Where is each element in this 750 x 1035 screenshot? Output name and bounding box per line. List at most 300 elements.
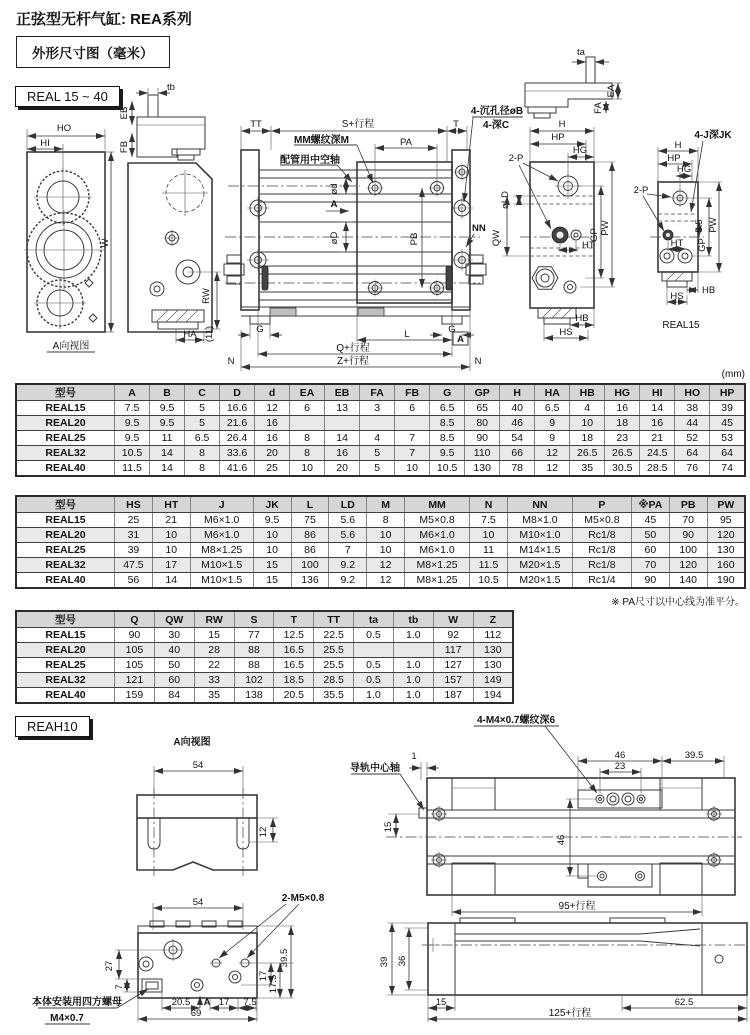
value-cell: 157 [433, 673, 473, 688]
table-row [16, 431, 745, 446]
guide-axis-label: 导轨中心轴 [350, 763, 400, 774]
value-cell: 64 [710, 446, 745, 461]
column-header: RW [194, 611, 234, 628]
callout-2p: 2-P [508, 153, 524, 164]
value-cell: M5×0.8 [572, 513, 631, 528]
model-cell: REAL15 [16, 401, 115, 416]
table-row [16, 658, 513, 673]
dim-ho: HO [56, 123, 72, 134]
value-cell: 39 [710, 401, 745, 416]
column-header: JK [253, 496, 291, 513]
dim-hb15: HB [702, 285, 716, 296]
dim-h: H [558, 119, 566, 130]
value-cell: 9.5 [115, 416, 150, 431]
value-cell: M6×1.0 [405, 543, 470, 558]
dim-17-5: 17.5 [268, 974, 279, 994]
table-row [16, 446, 745, 461]
value-cell: 0.5 [354, 673, 394, 688]
value-cell: 149 [473, 673, 513, 688]
value-cell: 45 [710, 416, 745, 431]
dim-tb: tb [167, 82, 175, 93]
value-cell: 66 [500, 446, 535, 461]
value-cell [360, 416, 395, 431]
value-cell: 50 [631, 528, 669, 543]
value-cell: 105 [115, 658, 155, 673]
value-cell: 10 [570, 416, 605, 431]
value-cell: 40 [500, 401, 535, 416]
top-right-view [525, 47, 622, 118]
m4-screw-callout: 4-M4×0.7螺纹深6 [476, 715, 556, 726]
column-header: A [115, 384, 150, 401]
dim-ha: HA [183, 329, 197, 340]
value-cell: 21.6 [220, 416, 255, 431]
reah-side-view [379, 918, 748, 1022]
table-row [16, 643, 513, 658]
counterbore-callout-1: 4-沉孔径øB [470, 106, 524, 117]
value-cell: 30.5 [605, 461, 640, 477]
port-fitting-right [466, 255, 486, 284]
value-cell: 130 [707, 543, 745, 558]
value-cell: 10 [152, 543, 190, 558]
value-cell: 130 [473, 658, 513, 673]
dim-hg15: HG [676, 164, 692, 175]
table-row [16, 416, 745, 431]
value-cell: 10 [253, 543, 291, 558]
dim-46-mid: 46 [556, 834, 567, 846]
value-cell: 18 [605, 416, 640, 431]
value-cell: 16 [255, 416, 290, 431]
column-header: G [430, 384, 465, 401]
value-cell [290, 416, 325, 431]
value-cell: 95 [707, 513, 745, 528]
model-cell: REAL40 [16, 573, 115, 589]
model-cell: REAL20 [16, 416, 115, 431]
value-cell: 26.5 [605, 446, 640, 461]
table-row [16, 461, 745, 477]
value-cell: 9.5 [150, 416, 185, 431]
column-header: HO [675, 384, 710, 401]
callout-2p15: 2-P [633, 185, 649, 196]
seal-right [446, 266, 452, 290]
header-row [16, 384, 745, 401]
dim-pb: PB [409, 232, 420, 246]
value-cell: 16 [605, 401, 640, 416]
nut-note-line2: M4×0.7 [50, 1013, 84, 1024]
value-cell: 13 [325, 401, 360, 416]
value-cell: 5.6 [329, 513, 367, 528]
column-header: H [500, 384, 535, 401]
value-cell: 40 [154, 643, 194, 658]
dim-pw: PW [600, 220, 611, 236]
magnet-block [270, 308, 296, 316]
value-cell: 64 [675, 446, 710, 461]
value-cell: M8×1.25 [405, 573, 470, 589]
value-cell: 187 [433, 688, 473, 704]
dim-54-cross: 54 [192, 760, 204, 771]
value-cell: M8×1.0 [507, 513, 572, 528]
value-cell: 12 [535, 446, 570, 461]
value-cell: 84 [154, 688, 194, 704]
value-cell: 5 [185, 401, 220, 416]
value-cell: 10.5 [470, 573, 508, 589]
value-cell: 46 [500, 416, 535, 431]
value-cell: 33 [194, 673, 234, 688]
reah-cross-view [137, 735, 278, 876]
value-cell: 159 [115, 688, 155, 704]
column-header: HT [152, 496, 190, 513]
mm-thread-callout: MM螺纹深M [294, 135, 349, 146]
column-header: Z [473, 611, 513, 628]
value-cell: 16 [255, 431, 290, 446]
value-cell: 92 [433, 628, 473, 643]
value-cell: 7 [329, 543, 367, 558]
value-cell: 7.5 [470, 513, 508, 528]
header-row [16, 496, 745, 513]
value-cell: 35 [570, 461, 605, 477]
table-row [16, 573, 745, 589]
front-view [24, 123, 114, 352]
dim-tt: TT [250, 119, 262, 130]
value-cell: 5 [360, 461, 395, 477]
dim-95-stroke: 95+行程 [558, 901, 596, 912]
value-cell: 78 [500, 461, 535, 477]
value-cell: 76 [675, 461, 710, 477]
value-cell: 9.5 [115, 431, 150, 446]
value-cell: M20×1.5 [507, 558, 572, 573]
value-cell: 9 [535, 416, 570, 431]
value-cell: 10 [152, 528, 190, 543]
value-cell: 31 [115, 528, 153, 543]
value-cell: 8 [367, 513, 405, 528]
value-cell: M5×0.8 [405, 513, 470, 528]
value-cell: 12 [535, 461, 570, 477]
value-cell: 7.5 [115, 401, 150, 416]
value-cell: 10 [253, 528, 291, 543]
value-cell: 56 [115, 573, 153, 589]
value-cell: 88 [234, 643, 274, 658]
value-cell: 6.5 [535, 401, 570, 416]
column-header: HP [710, 384, 745, 401]
table2-footnote: ※ PA尺寸以中心线为准平分。 [611, 597, 745, 608]
table-row [16, 528, 745, 543]
value-cell: 21 [640, 431, 675, 446]
value-cell: 190 [707, 573, 745, 589]
column-header: HB [570, 384, 605, 401]
value-cell: 138 [234, 688, 274, 704]
value-cell: 110 [465, 446, 500, 461]
column-header: N [470, 496, 508, 513]
dim-15-side: 15 [435, 997, 447, 1008]
column-header: ※PA [631, 496, 669, 513]
value-cell: 5 [185, 416, 220, 431]
real15-caption: REAL15 [662, 320, 700, 331]
value-cell: 10.5 [115, 446, 150, 461]
value-cell: M8×1.25 [405, 558, 470, 573]
value-cell: M10×1.0 [507, 528, 572, 543]
value-cell: 11.5 [470, 558, 508, 573]
column-header: 型号 [16, 384, 115, 401]
dim-od-big: øD [329, 231, 340, 245]
value-cell: 9.2 [329, 558, 367, 573]
value-cell: 53 [710, 431, 745, 446]
view-a-mark: A [203, 997, 211, 1008]
value-cell: 10 [395, 461, 430, 477]
dim-54-bottom: 54 [192, 897, 204, 908]
value-cell: 8 [185, 461, 220, 477]
value-cell: 17 [152, 558, 190, 573]
dim-27: 27 [104, 960, 115, 972]
dimension-table-3 [15, 610, 514, 704]
value-cell: 8.5 [430, 416, 465, 431]
model-cell: REAL25 [16, 658, 115, 673]
main-view [224, 104, 523, 371]
value-cell: 12.5 [274, 628, 314, 643]
dim-62-5: 62.5 [674, 997, 694, 1008]
column-header: C [185, 384, 220, 401]
value-cell: 1.0 [393, 658, 433, 673]
value-cell: 9.5 [253, 513, 291, 528]
value-cell: 22.5 [314, 628, 354, 643]
magnet-block [358, 308, 384, 316]
dim-w: W [100, 238, 111, 248]
dim-ht: HT [582, 240, 595, 251]
dim-7-5: 7.5 [243, 997, 257, 1008]
value-cell: 6 [290, 401, 325, 416]
value-cell: 120 [707, 528, 745, 543]
value-cell: 20 [325, 461, 360, 477]
model-cell: REAL20 [16, 643, 115, 658]
dim-hg: HG [572, 145, 588, 156]
value-cell: 140 [669, 573, 707, 589]
value-cell: 105 [115, 643, 155, 658]
dim-z-stroke: Z+行程 [337, 356, 369, 367]
dim-hs: HS [559, 327, 573, 338]
dim-46-top: 46 [614, 750, 626, 761]
dim-fb: FB [119, 140, 130, 154]
value-cell: 90 [669, 528, 707, 543]
reah-caption-a: A向视图 [173, 737, 211, 748]
top-left-view [119, 82, 205, 160]
dim-gp15: GP [697, 238, 708, 252]
value-cell: M14×1.5 [507, 543, 572, 558]
column-header: PB [669, 496, 707, 513]
reah-plan-view [350, 713, 742, 916]
value-cell: 25 [255, 461, 290, 477]
value-cell: 60 [154, 673, 194, 688]
value-cell: 75 [291, 513, 329, 528]
dim-39-5-plan: 39.5 [684, 750, 704, 761]
value-cell: 10.5 [430, 461, 465, 477]
dimension-table-2 [15, 495, 746, 589]
column-header: M [367, 496, 405, 513]
value-cell: 9.5 [430, 446, 465, 461]
value-cell: 60 [631, 543, 669, 558]
dim-125-stroke: 125+行程 [548, 1008, 592, 1019]
column-header: tb [393, 611, 433, 628]
value-cell: 8.5 [430, 431, 465, 446]
value-cell: 1.0 [393, 673, 433, 688]
value-cell: 16.6 [220, 401, 255, 416]
dimension-table-1 [15, 383, 746, 477]
dim-rw: RW [201, 288, 212, 304]
dim-qw: QW [491, 229, 502, 247]
value-cell: 10 [367, 543, 405, 558]
column-header: B [150, 384, 185, 401]
value-cell: 9.2 [329, 573, 367, 589]
dim-pa: PA [400, 137, 412, 148]
column-header: MM [405, 496, 470, 513]
dim-fa: FA [593, 102, 604, 114]
model-cell: REAL32 [16, 673, 115, 688]
value-cell: Rc1/4 [572, 573, 631, 589]
dim-eb: EB [119, 106, 130, 120]
column-header: D [220, 384, 255, 401]
value-cell: M6×1.0 [405, 528, 470, 543]
dim-q-stroke: Q+行程 [336, 343, 370, 354]
value-cell: 1.0 [354, 688, 394, 704]
dim-hp: HP [551, 132, 565, 143]
dim-7: 7 [114, 984, 125, 990]
column-header: FA [360, 384, 395, 401]
value-cell: 6.5 [430, 401, 465, 416]
column-header: GP [465, 384, 500, 401]
value-cell: 121 [115, 673, 155, 688]
value-cell: 9.5 [150, 401, 185, 416]
value-cell: 26.4 [220, 431, 255, 446]
section-label-reah: REAH10 [15, 716, 90, 737]
model-cell: REAL40 [16, 461, 115, 477]
value-cell: 7 [395, 431, 430, 446]
value-cell: 10 [367, 528, 405, 543]
value-cell: 14 [640, 401, 675, 416]
column-header: HI [640, 384, 675, 401]
dim-pw15: PW [708, 217, 719, 233]
dim-n-right: N [474, 356, 482, 367]
m5-screw-callout: 2-M5×0.8 [281, 893, 325, 904]
dim-5-5: 5.5 [694, 219, 705, 233]
column-header: W [433, 611, 473, 628]
value-cell: 80 [465, 416, 500, 431]
value-cell: 28 [194, 643, 234, 658]
value-cell: 90 [115, 628, 155, 643]
dim-17-bottom: 17 [218, 997, 230, 1008]
value-cell: 6 [395, 401, 430, 416]
value-cell: Rc1/8 [572, 543, 631, 558]
value-cell: 14 [150, 446, 185, 461]
value-cell: 25.5 [314, 658, 354, 673]
value-cell [395, 416, 430, 431]
dim-t: T [453, 119, 459, 130]
dim-23: 23 [614, 761, 626, 772]
counterbore-callout-2: 4-深C [482, 120, 510, 131]
value-cell: 35.5 [314, 688, 354, 704]
section-label-real: REAL 15 ~ 40 [15, 86, 120, 107]
model-cell: REAL15 [16, 628, 115, 643]
value-cell: 8 [185, 446, 220, 461]
table-row [16, 558, 745, 573]
model-cell: REAL25 [16, 431, 115, 446]
value-cell: 14 [325, 431, 360, 446]
dim-ht15: HT [670, 238, 684, 249]
value-cell: 86 [291, 543, 329, 558]
value-cell: 74 [710, 461, 745, 477]
dim-hb: HB [575, 313, 589, 324]
value-cell: 0.5 [354, 628, 394, 643]
view-a-arrow: A [330, 199, 338, 210]
front-view-caption: A向视图 [52, 341, 90, 352]
value-cell: 11.5 [115, 461, 150, 477]
value-cell: 10 [470, 528, 508, 543]
value-cell: 25.5 [314, 643, 354, 658]
dim-12: 12 [258, 826, 269, 838]
value-cell: 11 [470, 543, 508, 558]
column-header: QW [154, 611, 194, 628]
dim-g-left: G [256, 324, 264, 335]
value-cell: 65 [465, 401, 500, 416]
dim-od-small: ød [329, 183, 340, 195]
value-cell: 4 [360, 431, 395, 446]
dim-n-left: N [227, 356, 235, 367]
column-header: 型号 [16, 611, 115, 628]
value-cell: 14 [152, 573, 190, 589]
column-header: LD [329, 496, 367, 513]
value-cell: 54 [500, 431, 535, 446]
dim-ea: EA [606, 84, 617, 98]
value-cell: 24.5 [640, 446, 675, 461]
value-cell: 9 [535, 431, 570, 446]
value-cell: M6×1.0 [190, 513, 253, 528]
value-cell: 15 [253, 573, 291, 589]
column-header: S [234, 611, 274, 628]
value-cell: 160 [707, 558, 745, 573]
column-header: L [291, 496, 329, 513]
value-cell: 117 [433, 643, 473, 658]
value-cell: 33.6 [220, 446, 255, 461]
value-cell: 90 [631, 573, 669, 589]
dim-11: (11) [204, 325, 215, 343]
column-header: 型号 [16, 496, 115, 513]
value-cell: 130 [473, 643, 513, 658]
dim-39: 39 [379, 956, 390, 968]
value-cell: 26.5 [570, 446, 605, 461]
value-cell: 47.5 [115, 558, 153, 573]
value-cell: 8 [290, 431, 325, 446]
page-title: 正弦型无杆气缸: REA系列 [16, 11, 192, 28]
value-cell: 39 [115, 543, 153, 558]
dim-hi: HI [40, 138, 50, 149]
table-row [16, 543, 745, 558]
column-header: Q [115, 611, 155, 628]
table-row [16, 688, 513, 704]
value-cell: 28.5 [314, 673, 354, 688]
value-cell: 5.6 [329, 528, 367, 543]
value-cell: 112 [473, 628, 513, 643]
value-cell: 14 [150, 461, 185, 477]
value-cell: 41.6 [220, 461, 255, 477]
column-header: P [572, 496, 631, 513]
value-cell: M10×1.5 [190, 558, 253, 573]
dim-39-5-bottom: 39.5 [279, 948, 290, 968]
model-cell: REAL32 [16, 446, 115, 461]
dim-69: 69 [190, 1008, 202, 1019]
column-header: d [255, 384, 290, 401]
value-cell: 16 [640, 416, 675, 431]
dim-36: 36 [397, 955, 408, 967]
table-row [16, 401, 745, 416]
column-header: HS [115, 496, 153, 513]
dim-h15: H [674, 140, 682, 151]
value-cell: 38 [675, 401, 710, 416]
